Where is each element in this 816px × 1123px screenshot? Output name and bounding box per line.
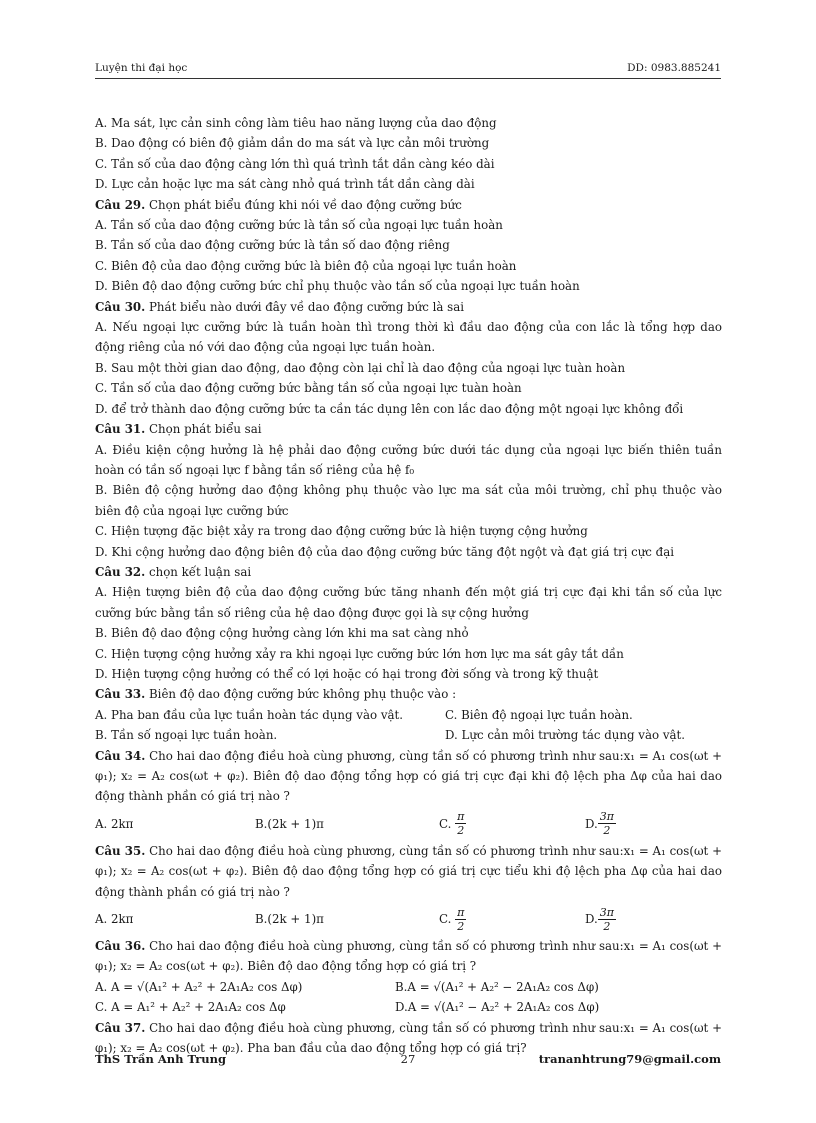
question-text: Cho hai dao động điều hoà cùng phương, cùng tần số có phương trình như sau:x₁ = A₁ cos(ωt + φ₁); x₂ = A₂ cos(ωt + φ₂). Biên độ dao động tổng hợp có giá trị cực tiểu khi độ lệch pha Δφ của hai dao động thành phần có giá trị nào ? <box>95 843 722 899</box>
option-line: D. Biên độ dao động cưỡng bức chỉ phụ thuộc vào tần số của ngoại lực tuần hoàn <box>95 279 580 294</box>
option-label: D. <box>585 911 598 926</box>
options-row <box>95 902 722 936</box>
option-line: C. Hiện tượng cộng hưởng xảy ra khi ngoại lực cưỡng bức lớn hơn lực ma sát gây tắt dần <box>95 646 624 661</box>
fraction-numerator: 3π <box>599 905 615 919</box>
question-34 <box>95 746 722 807</box>
options-row <box>95 725 722 745</box>
option-a: A. A = √(A₁² + A₂² + 2A₁A₂ cos Δφ) <box>95 979 303 994</box>
question-label: Câu 36. <box>95 939 146 954</box>
option-label: D. <box>585 816 598 831</box>
option-b: B.(2k + 1)π <box>255 816 324 831</box>
fraction-denominator: 2 <box>603 919 611 933</box>
option-line: B. Biên độ cộng hưởng dao động không phụ thuộc vào lực ma sát của môi trường, chỉ phụ thuộc vào biên độ của ngoại lực cưỡng bức <box>95 483 722 518</box>
question-36 <box>95 936 722 977</box>
option-line: D. Lực cản hoặc lực ma sát càng nhỏ quá trình tắt dần càng dài <box>95 177 475 192</box>
fraction <box>598 906 616 933</box>
option-d <box>585 906 616 933</box>
option-line: B. Biên độ dao động cộng hưởng càng lớn khi ma sat càng nhỏ <box>95 626 469 641</box>
option-c <box>439 906 585 933</box>
option-line: D. Hiện tượng cộng hưởng có thể có lợi hoặc có hại trong đời sống và trong kỹ thuật <box>95 666 599 681</box>
question-label: Câu 31. <box>95 422 146 437</box>
question-label: Câu 30. <box>95 299 146 314</box>
page-body <box>95 113 722 1058</box>
option-line: A. Ma sát, lực cản sinh công làm tiêu hao năng lượng của dao động <box>95 116 497 130</box>
fraction-numerator: π <box>457 905 465 919</box>
option-line: C. Tần số của dao động cưỡng bức bằng tần số của ngoại lực tuàn hoàn <box>95 381 522 396</box>
question-32 <box>95 562 722 582</box>
option-d: D.A = √(A₁² − A₂² + 2A₁A₂ cos Δφ) <box>395 1000 600 1015</box>
question-label: Câu 32. <box>95 564 146 579</box>
question-text: Chọn phát biểu sai <box>145 422 262 437</box>
option-a: A. 2kπ <box>95 911 134 926</box>
question-label: Câu 33. <box>95 687 146 702</box>
option-line: C. Biên độ của dao động cưỡng bức là biên độ của ngoại lực tuần hoàn <box>95 258 517 273</box>
question-35 <box>95 841 722 902</box>
fraction-numerator: π <box>457 810 465 824</box>
options-row <box>95 807 722 841</box>
options-row <box>95 705 722 725</box>
option-line: D. để trở thành dao động cưỡng bức ta cần tác dụng lên con lắc dao động một ngoại lực không đổi <box>95 401 684 416</box>
option-b: B.(2k + 1)π <box>255 911 324 926</box>
option-line: D. Khi cộng hưởng dao động biên độ của dao động cưỡng bức tăng đột ngột và đạt giá trị cực đại <box>95 544 675 559</box>
option-line: C. Hiện tượng đặc biệt xảy ra trong dao động cưỡng bức là hiện tượng cộng hưởng <box>95 524 588 539</box>
question-text: Cho hai dao động điều hoà cùng phương, cùng tần số có phương trình như sau:x₁ = A₁ cos(ωt + φ₁); x₂ = A₂ cos(ωt + φ₂). Biên độ dao động tổng hợp có giá trị ? <box>95 939 722 974</box>
option-line: C. Tần số của dao động càng lớn thì quá trình tắt dần càng kéo dài <box>95 156 495 171</box>
header-phone: DD: 0983.885241 <box>627 62 721 74</box>
option-line: A. Hiện tượng biên độ của dao động cưỡng bức tăng nhanh đến một giá trị cực đại khi tần số của lực cưỡng bức bằng tần số riêng của hệ dao động được gọi là sự cộng hưởng <box>95 585 722 620</box>
option-b: B.A = √(A₁² + A₂² − 2A₁A₂ cos Δφ) <box>395 979 599 994</box>
fraction-denominator: 2 <box>603 824 611 838</box>
question-text: Cho hai dao động điều hoà cùng phương, cùng tần số có phương trình như sau:x₁ = A₁ cos(ωt + φ₁); x₂ = A₂ cos(ωt + φ₂). Pha ban đầu của dao động tổng hợp có giá trị? <box>95 1020 722 1056</box>
question-33 <box>95 684 722 704</box>
fraction <box>455 810 466 837</box>
header-title: Luyện thi đại học <box>95 62 188 74</box>
fraction-denominator: 2 <box>457 919 465 933</box>
question-label: Câu 29. <box>95 197 146 212</box>
page-header <box>95 62 721 79</box>
option-label: C. <box>439 816 452 831</box>
option-c: C. A = A₁² + A₂² + 2A₁A₂ cos Δφ <box>95 1000 286 1015</box>
option-line: B. Dao động có biên độ giảm dần do ma sát và lực cản môi trường <box>95 136 490 151</box>
option-d <box>585 810 616 837</box>
fraction-denominator: 2 <box>457 824 465 838</box>
option-line: B. Sau một thời gian dao động, dao động còn lại chỉ là dao động của ngoại lực tuàn hoàn <box>95 360 626 375</box>
question-label: Câu 34. <box>95 748 146 763</box>
question-31 <box>95 419 722 439</box>
option-d: D. Lực cản môi trường tác dụng vào vật. <box>445 728 686 743</box>
options-row <box>95 997 722 1017</box>
question-29 <box>95 195 722 215</box>
options-row <box>95 977 722 997</box>
question-text: chọn kết luận sai <box>145 564 252 579</box>
question-text: Chọn phát biểu đúng khi nói về dao động cưỡng bức <box>145 197 462 212</box>
page-number: 27 <box>400 1052 416 1066</box>
footer-email: trananhtrung79@gmail.com <box>538 1052 721 1066</box>
question-text: Biên độ dao động cưỡng bức không phụ thuộc vào : <box>145 687 457 702</box>
option-line: A. Nếu ngoại lực cưỡng bức là tuần hoàn thì trong thời kì đầu dao động của con lắc là tổng hợp dao động riêng của nó với dao động của ngoại lực tuần hoàn. <box>95 320 722 355</box>
option-c <box>439 810 585 837</box>
fraction <box>455 906 466 933</box>
question-label: Câu 35. <box>95 843 146 858</box>
question-text: Cho hai dao động điều hoà cùng phương, cùng tần số có phương trình như sau:x₁ = A₁ cos(ωt + φ₁); x₂ = A₂ cos(ωt + φ₂). Biên độ dao động tổng hợp có giá trị cực đại khi độ lệch pha Δφ của hai dao động thành phần có giá trị nào ? <box>95 748 722 804</box>
question-30 <box>95 297 722 317</box>
fraction-numerator: 3π <box>599 810 615 824</box>
option-line: A. Điều kiện cộng hưởng là hệ phải dao động cưỡng bức dưới tác dụng của ngoại lực biến thiên tuần hoàn có tần số ngoại lực f bằng tần số riêng của hệ f₀ <box>95 442 722 477</box>
option-b: B. Tần số ngoại lực tuần hoàn. <box>95 728 278 743</box>
question-label: Câu 37. <box>95 1020 146 1035</box>
option-line: B. Tần số của dao động cưỡng bức là tần số dao động riêng <box>95 238 450 253</box>
option-line: A. Tần số của dao động cưỡng bức là tần số của ngoại lực tuần hoàn <box>95 218 503 233</box>
footer-author: ThS Trần Anh Trung <box>95 1052 227 1066</box>
fraction <box>598 810 616 837</box>
option-a: A. Pha ban đầu của lực tuần hoàn tác dụng vào vật. <box>95 707 404 722</box>
option-label: C. <box>439 911 452 926</box>
option-a: A. 2kπ <box>95 816 134 831</box>
option-c: C. Biên độ ngoại lực tuần hoàn. <box>445 707 633 722</box>
question-text: Phát biểu nào dưới đây về dao động cưỡng bức là sai <box>145 299 465 314</box>
